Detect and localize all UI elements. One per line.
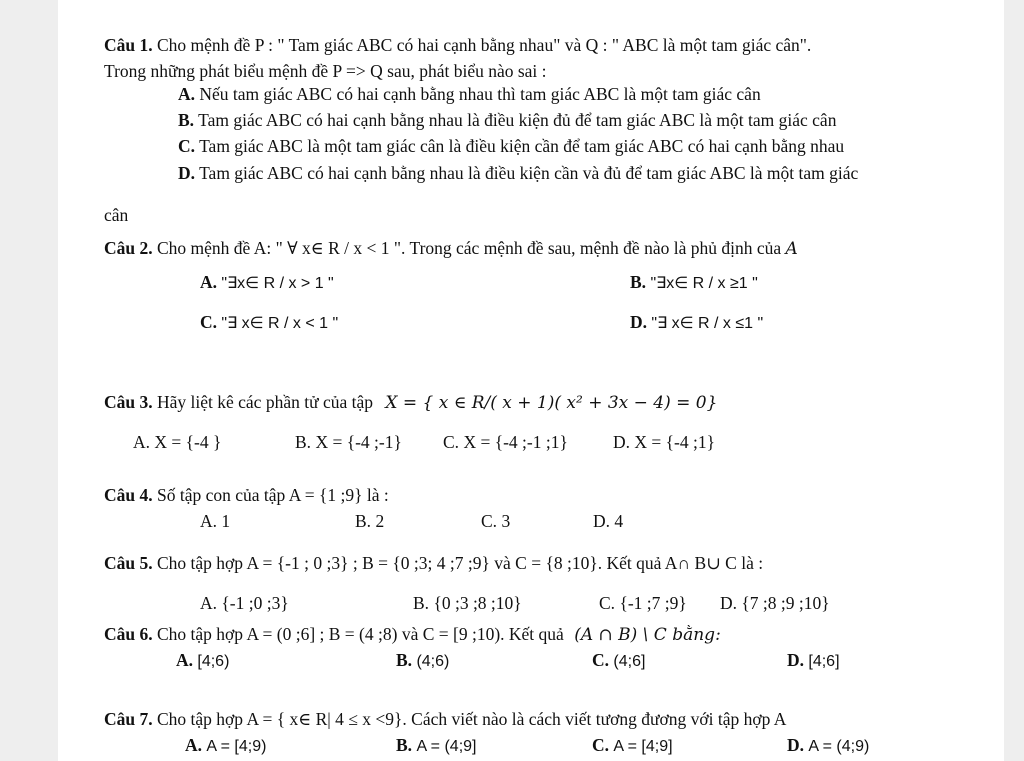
page-right-margin xyxy=(1004,0,1024,761)
option-label: B. xyxy=(355,511,372,531)
option-label: B. xyxy=(413,593,430,613)
option-text: {7 ;8 ;9 ;10} xyxy=(741,593,830,613)
option-label: C. xyxy=(178,136,196,156)
q2-option-a xyxy=(200,272,334,294)
option-text: {-1 ;7 ;9} xyxy=(619,593,687,613)
question-3-formula: X = { x ∈ R/( x + 1)( x² + 3x − 4) = 0} xyxy=(385,393,718,413)
question-2 xyxy=(104,238,798,259)
option-text: {-1 ;0 ;3} xyxy=(221,593,289,613)
option-text: 4 xyxy=(614,511,624,531)
option-label: D. xyxy=(593,511,611,531)
q7-option-b xyxy=(396,735,476,757)
q3-option-c xyxy=(443,432,568,452)
option-text: "∃x∈ R / x ≥1 " xyxy=(650,275,758,292)
q1-option-d-continuation: cân xyxy=(104,205,129,225)
q5-option-c xyxy=(599,593,687,613)
option-text: X = {-4 ;-1} xyxy=(315,432,402,452)
option-text: "∃ x∈ R / x ≤1 " xyxy=(651,315,764,332)
question-1-line-1: Cho mệnh đề P : " Tam giác ABC có hai cạnh bằng nhau" và Q : " ABC là một tam giác cân". xyxy=(157,35,812,55)
option-text: [4;6] xyxy=(808,653,840,670)
question-4 xyxy=(104,485,389,505)
option-label: A. xyxy=(133,432,151,452)
q6-option-d xyxy=(787,650,840,672)
question-1-line-2: Trong những phát biểu mệnh đề P => Q sau, phát biểu nào sai : xyxy=(104,61,547,81)
option-label: B. xyxy=(396,735,413,755)
q1-option-d xyxy=(178,163,858,183)
option-text: A = (4;9) xyxy=(808,738,870,755)
question-4-label: Câu 4. xyxy=(104,485,153,505)
q5-option-a xyxy=(200,593,289,613)
q2-option-c xyxy=(200,312,338,334)
option-text: [4;6) xyxy=(197,653,230,670)
option-text: "∃ x∈ R / x < 1 " xyxy=(221,315,339,332)
option-label: A. xyxy=(178,84,196,104)
option-label: B. xyxy=(178,110,195,130)
question-6-text: Cho tập hợp A = (0 ;6] ; B = (4 ;8) và C = [9 ;10). Kết quả xyxy=(157,624,564,644)
question-7 xyxy=(104,709,786,729)
q3-option-b xyxy=(295,432,402,452)
question-7-label: Câu 7. xyxy=(104,709,153,729)
q1-option-c xyxy=(178,136,844,156)
option-text: (4;6) xyxy=(416,653,450,670)
option-label: C. xyxy=(592,650,610,670)
q4-option-d xyxy=(593,511,623,531)
page-left-margin xyxy=(0,0,58,761)
question-7-text: Cho tập hợp A = { x∈ R| 4 ≤ x <9}. Cách viết nào là cách viết tương đương với tập hợp A xyxy=(157,709,787,729)
q3-option-a xyxy=(133,432,221,452)
option-label: D. xyxy=(630,312,648,332)
option-text: 2 xyxy=(375,511,385,531)
q4-option-c xyxy=(481,511,510,531)
option-label: A. xyxy=(176,650,194,670)
option-text: Nếu tam giác ABC có hai cạnh bằng nhau thì tam giác ABC là một tam giác cân xyxy=(199,84,761,104)
option-text: 1 xyxy=(221,511,231,531)
option-text: {0 ;3 ;8 ;10} xyxy=(433,593,522,613)
option-label: D. xyxy=(613,432,631,452)
question-4-text: Số tập con của tập A = {1 ;9} là : xyxy=(157,485,389,505)
option-text: Tam giác ABC có hai cạnh bằng nhau là điều kiện cần và đủ để tam giác ABC là một tam giác xyxy=(199,163,859,183)
question-3-label: Câu 3. xyxy=(104,392,153,412)
q6-option-a xyxy=(176,650,229,672)
q2-option-d xyxy=(630,312,763,334)
option-label: C. xyxy=(599,593,616,613)
option-text: "∃x∈ R / x > 1 " xyxy=(221,275,334,292)
q6-option-b xyxy=(396,650,449,672)
option-label: A. xyxy=(200,593,218,613)
question-5-text: Cho tập hợp A = {-1 ; 0 ;3} ; B = {0 ;3; 4 ;7 ;9} và C = {8 ;10}. Kết quả A∩ B∪ C là : xyxy=(157,553,764,573)
question-1-label: Câu 1. xyxy=(104,35,153,55)
option-text: (4;6] xyxy=(613,653,646,670)
option-label: B. xyxy=(295,432,312,452)
question-3-text: Hãy liệt kê các phần tử của tập xyxy=(157,392,373,412)
question-6 xyxy=(104,624,721,645)
question-3 xyxy=(104,392,717,413)
option-text: 3 xyxy=(501,511,511,531)
option-text: Tam giác ABC là một tam giác cân là điều kiện cần để tam giác ABC có hai cạnh bằng nhau xyxy=(199,136,845,156)
option-label: C. xyxy=(200,312,218,332)
q6-option-c xyxy=(592,650,645,672)
option-label: C. xyxy=(481,511,498,531)
question-1 xyxy=(104,35,811,55)
q7-option-a xyxy=(185,735,266,757)
option-text: A = [4;9) xyxy=(206,738,267,755)
q3-option-d xyxy=(613,432,715,452)
option-text: Tam giác ABC có hai cạnh bằng nhau là điều kiện đủ để tam giác ABC là một tam giác cân xyxy=(198,110,837,130)
question-2-text: Cho mệnh đề A: " ∀ x∈ R / x < 1 ". Trong các mệnh đề sau, mệnh đề nào là phủ định của xyxy=(157,238,782,258)
option-text: X = {-4 } xyxy=(154,432,222,452)
option-text: A = (4;9] xyxy=(416,738,477,755)
option-text: A = [4;9] xyxy=(613,738,673,755)
question-5-label: Câu 5. xyxy=(104,553,153,573)
option-label: B. xyxy=(396,650,413,670)
option-text: X = {-4 ;1} xyxy=(634,432,716,452)
q5-option-d xyxy=(720,593,830,613)
option-text: X = {-4 ;-1 ;1} xyxy=(463,432,568,452)
option-label: C. xyxy=(443,432,460,452)
q4-option-b xyxy=(355,511,384,531)
q2-option-b xyxy=(630,272,758,294)
q5-option-b xyxy=(413,593,522,613)
question-2-label: Câu 2. xyxy=(104,238,153,258)
q4-option-a xyxy=(200,511,230,531)
option-label: A. xyxy=(185,735,203,755)
question-6-formula: (A ∩ B) \ C bằng: xyxy=(574,625,721,645)
question-6-label: Câu 6. xyxy=(104,624,153,644)
option-label: D. xyxy=(787,735,805,755)
option-label: D. xyxy=(178,163,196,183)
question-2-variable: A xyxy=(785,239,798,259)
option-label: B. xyxy=(630,272,647,292)
q1-option-b xyxy=(178,110,836,130)
option-label: C. xyxy=(592,735,610,755)
question-5 xyxy=(104,553,763,573)
option-label: D. xyxy=(720,593,738,613)
option-label: D. xyxy=(787,650,805,670)
q7-option-c xyxy=(592,735,673,757)
q1-option-a xyxy=(178,84,761,104)
q7-option-d xyxy=(787,735,869,757)
option-label: A. xyxy=(200,272,218,292)
option-label: A. xyxy=(200,511,218,531)
